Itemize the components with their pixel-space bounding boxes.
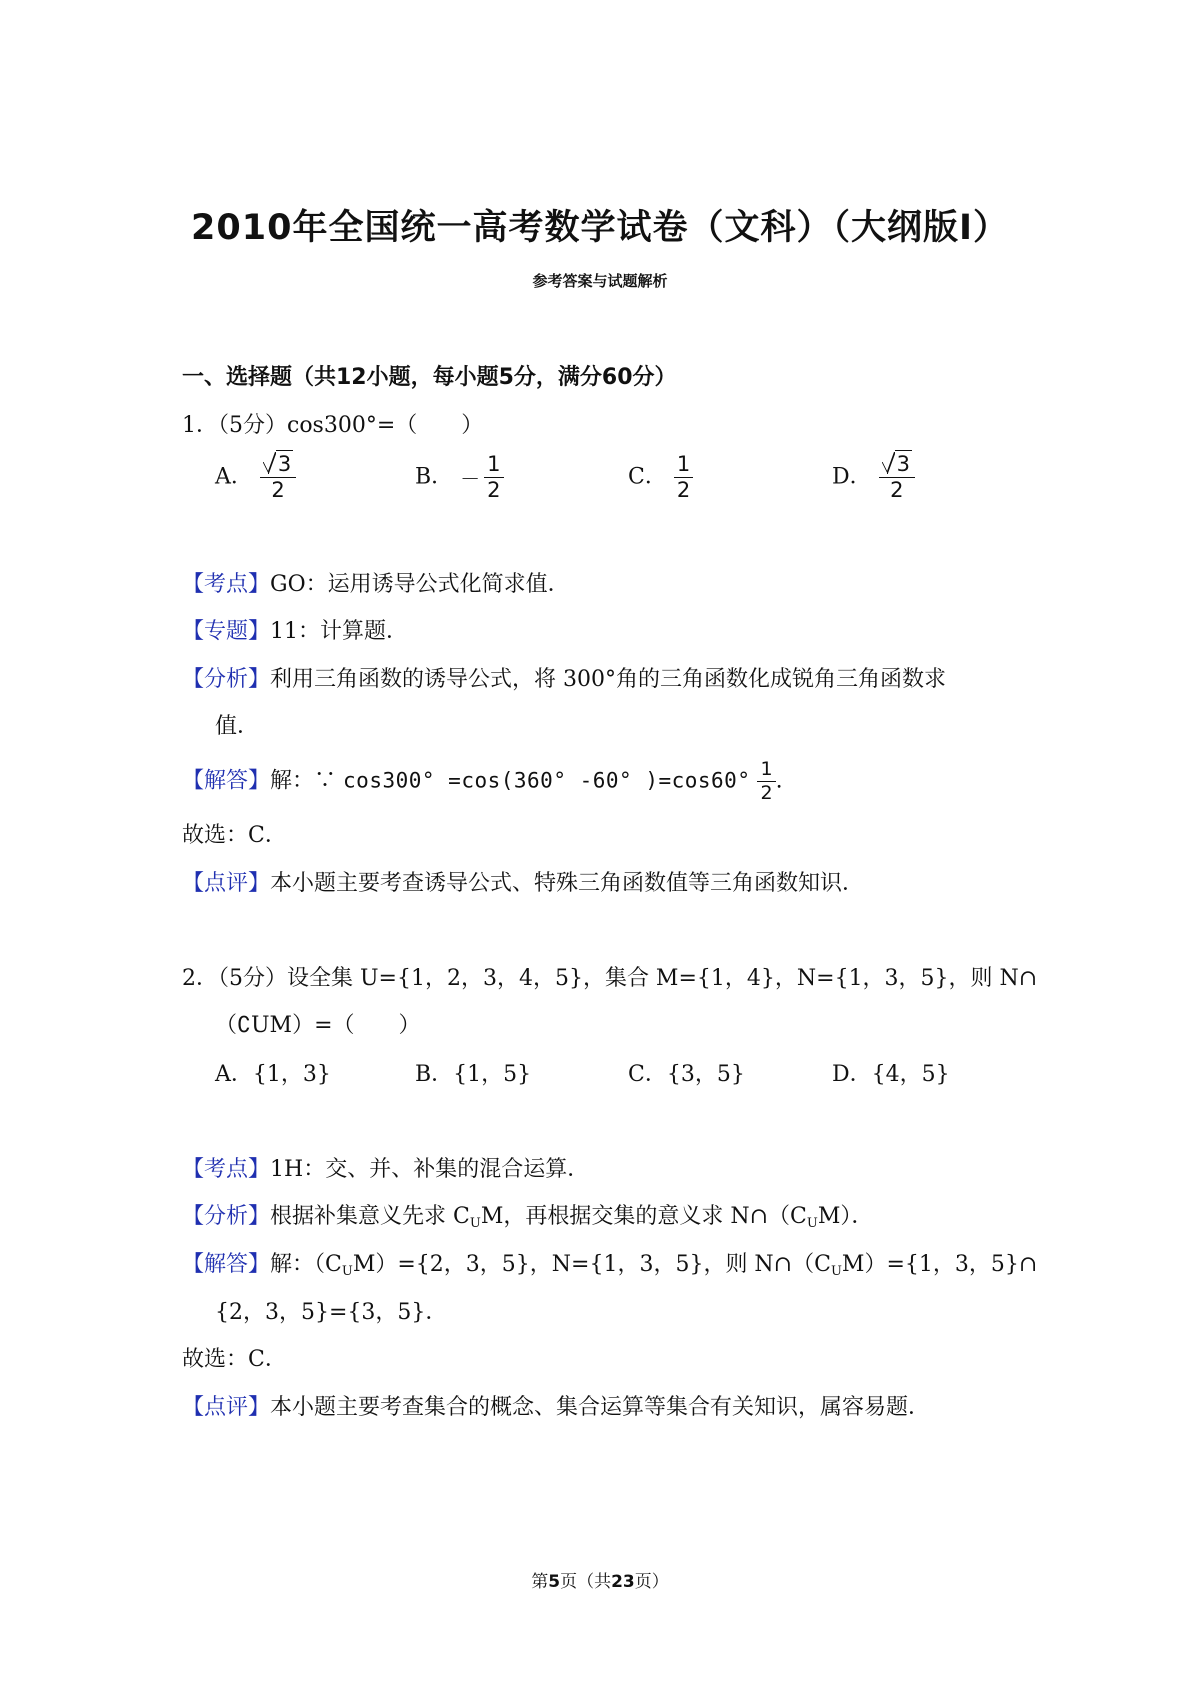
- frac-denominator: 2: [271, 478, 285, 502]
- tag-dianping: 【点评】: [182, 1395, 271, 1420]
- jieda-formula: cos300° =cos(360° -60° )=cos60°: [343, 768, 751, 793]
- q2-dianping: [182, 1390, 930, 1421]
- frac-numerator: 3: [277, 452, 292, 476]
- jieda-text-part: M）={1，3，5}∩: [841, 1252, 1038, 1277]
- zhuanti-text: 11：计算题．: [270, 619, 409, 644]
- question-2-stem-continued: （∁UM）=（ ）: [215, 1013, 421, 1038]
- document-subtitle: 参考答案与试题解析: [532, 272, 668, 290]
- jieda-prefix: 解：∵: [270, 768, 337, 794]
- fenxi-text-part: M，再根据交集的意义求 N∩（C: [480, 1204, 807, 1229]
- tag-fenxi: 【分析】: [182, 667, 271, 692]
- option-label: D．: [832, 464, 872, 490]
- page-number: 5: [548, 1572, 561, 1592]
- tag-kaodian: 【考点】: [182, 572, 271, 597]
- fenxi-text-part: 根据补集意义先求 C: [270, 1204, 470, 1229]
- section-heading: 一、选择题（共12小题，每小题5分，满分60分）: [182, 365, 677, 390]
- fenxi-text-part: M）．: [817, 1204, 874, 1229]
- fenxi-text: 利用三角函数的诱导公式，将 300°角的三角函数化成锐角三角函数求: [270, 667, 947, 692]
- jieda-text-part: 解：（C: [270, 1252, 342, 1277]
- q1-jieda: [182, 760, 783, 803]
- subscript-u: U: [469, 1216, 481, 1231]
- frac-denominator: 2: [676, 478, 691, 502]
- fraction-sqrt3-over-2: [879, 454, 915, 501]
- footer-text: 页（共: [560, 1572, 612, 1592]
- q1-fenxi-continued: 值．: [215, 714, 260, 739]
- subscript-u: U: [806, 1216, 818, 1231]
- fraction-1-over-2: [484, 454, 503, 501]
- footer-text: 第: [531, 1572, 549, 1592]
- tag-zhuanti: 【专题】: [182, 619, 271, 644]
- q2-kaodian: [182, 1152, 589, 1183]
- jieda-end: .: [775, 768, 783, 794]
- tag-dianping: 【点评】: [182, 871, 271, 896]
- footer-text: 页）: [634, 1572, 669, 1592]
- tag-jieda: 【解答】: [182, 768, 271, 794]
- q1-dianping: [182, 866, 864, 897]
- q2-option-b: B．{1，5}: [415, 1062, 532, 1087]
- tag-kaodian: 【考点】: [182, 1157, 271, 1182]
- fraction-sqrt3-over-2: [260, 454, 296, 501]
- dianping-text: 本小题主要考查集合的概念、集合运算等集合有关知识，属容易题．: [270, 1395, 931, 1420]
- option-label: B．: [415, 464, 454, 490]
- frac-denominator: 2: [760, 782, 773, 804]
- frac-numerator: 1: [484, 454, 503, 478]
- tag-jieda: 【解答】: [182, 1252, 271, 1277]
- page-footer: [0, 1567, 1200, 1592]
- q1-option-a: [215, 454, 296, 501]
- q2-guxuan: 故选：C．: [182, 1347, 287, 1372]
- q2-option-a: A．{1，3}: [215, 1062, 331, 1087]
- minus-sign: －: [460, 467, 481, 491]
- page-total: 23: [611, 1572, 635, 1592]
- subscript-u: U: [830, 1264, 842, 1279]
- q1-zhuanti: [182, 614, 408, 645]
- kaodian-text: 1H：交、并、补集的混合运算．: [270, 1157, 590, 1182]
- subscript-u: U: [341, 1264, 353, 1279]
- fraction-1-over-2: [674, 454, 693, 501]
- question-1-stem: 1．（5分）cos300°=（ ）: [182, 413, 484, 438]
- jieda-text-part: M）={2，3，5}，N={1，3，5}，则 N∩（C: [352, 1252, 831, 1277]
- q1-option-d: [832, 454, 915, 501]
- q2-option-c: C．{3，5}: [628, 1062, 745, 1087]
- document-title: 2010年全国统一高考数学试卷（文科）（大纲版Ⅰ）: [191, 208, 1009, 248]
- frac-denominator: 2: [487, 478, 501, 502]
- question-2-stem: 2．（5分）设全集 U={1，2，3，4，5}，集合 M={1，4}，N={1，3，5}，则 N∩: [182, 966, 1038, 991]
- dianping-text: 本小题主要考查诱导公式、特殊三角函数值等三角函数知识．: [270, 871, 865, 896]
- option-label: A．: [215, 464, 253, 490]
- q1-kaodian: [182, 567, 570, 598]
- q1-guxuan: 故选：C．: [182, 823, 287, 848]
- frac-numerator: 1: [757, 760, 775, 782]
- kaodian-text: GO：运用诱导公式化简求值．: [270, 572, 570, 597]
- q1-option-c: [628, 454, 693, 501]
- frac-numerator: 3: [896, 452, 911, 476]
- frac-denominator: 2: [890, 478, 904, 502]
- q2-fenxi: [182, 1199, 873, 1231]
- option-label: C．: [628, 464, 667, 490]
- q2-option-d: D．{4，5}: [832, 1062, 950, 1087]
- q1-option-b: [415, 454, 504, 501]
- frac-numerator: 1: [674, 454, 693, 478]
- fraction-1-over-2: [757, 760, 775, 803]
- q2-jieda: [182, 1247, 1037, 1279]
- q1-fenxi: [182, 662, 946, 693]
- q2-jieda-continued: {2，3，5}={3，5}．: [215, 1300, 448, 1325]
- tag-fenxi: 【分析】: [182, 1204, 271, 1229]
